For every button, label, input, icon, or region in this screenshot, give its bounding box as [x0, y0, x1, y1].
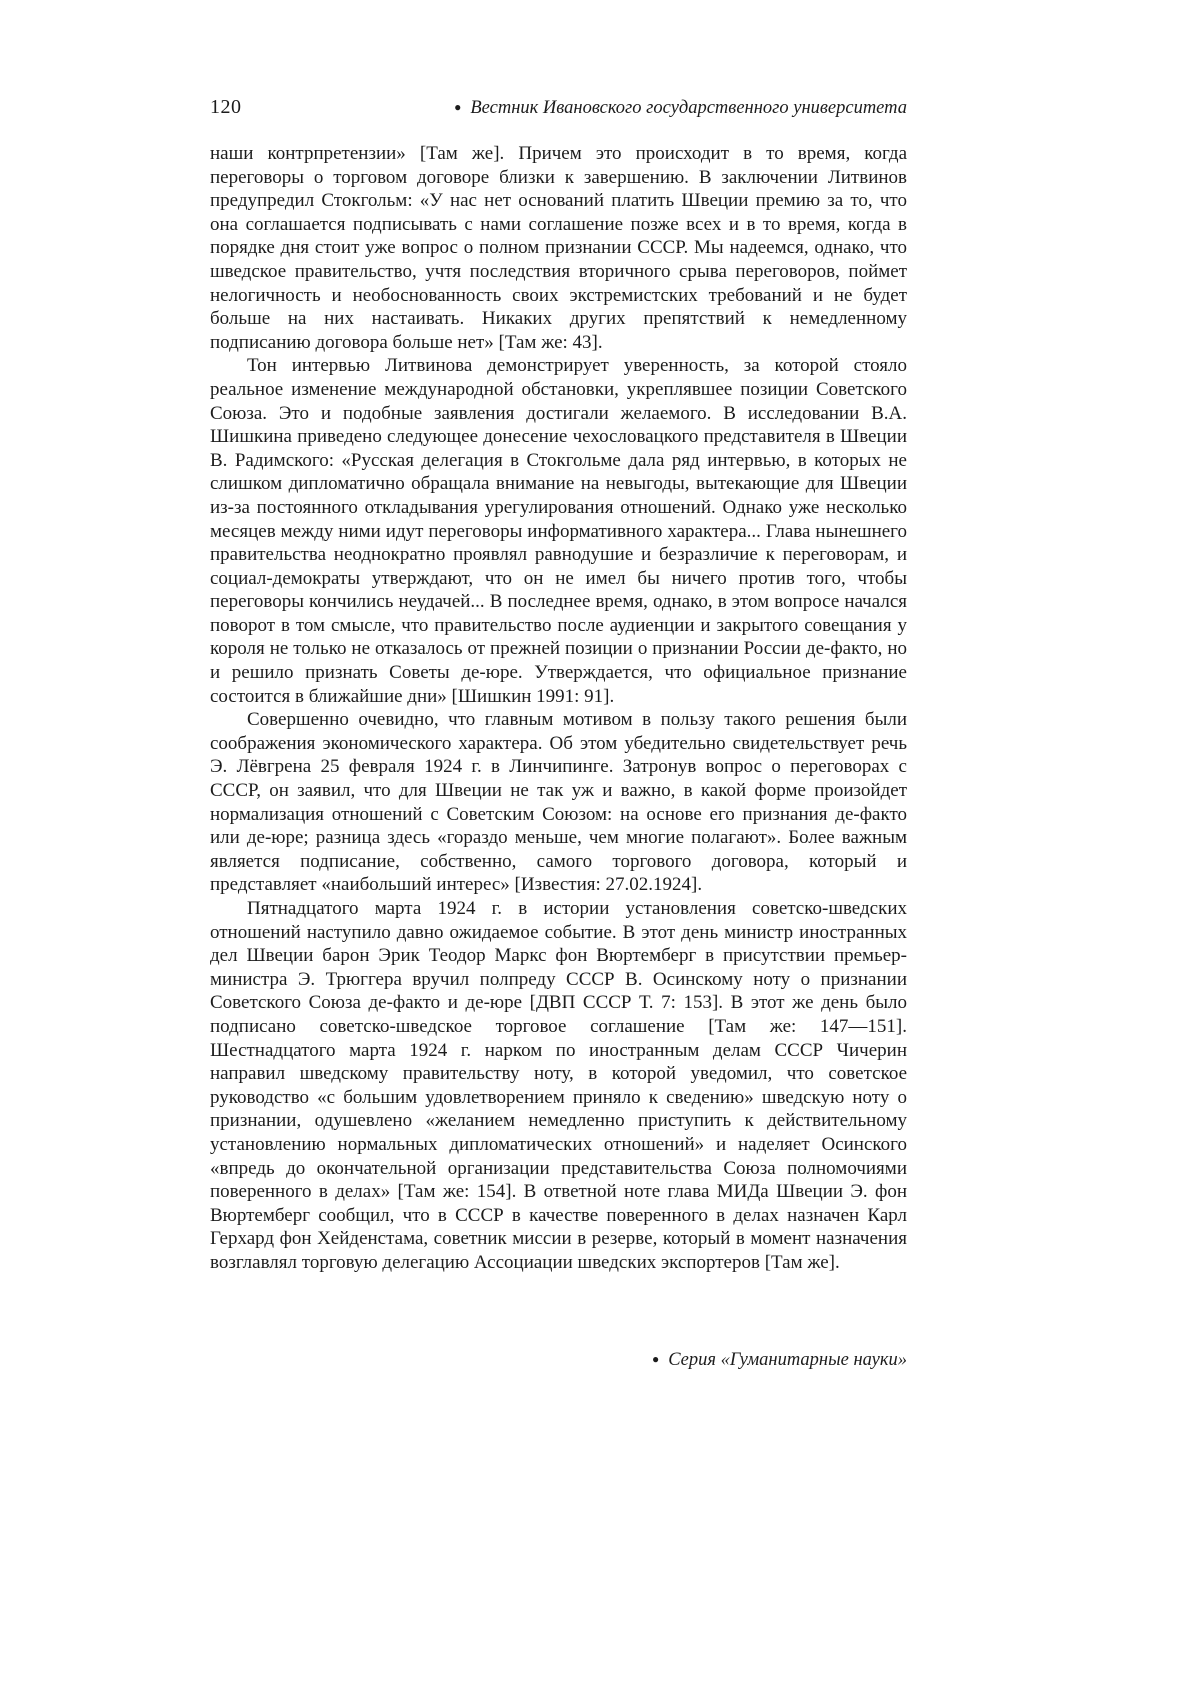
- paragraph: Совершенно очевидно, что главным мотивом в пользу такого решения были соображения экономического характера. Об этом убедительно свидетельствует речь Э. Лёвгрена 25 февраля 1924 г. в Линчипинге. Затронув вопрос о переговорах с СССР, он заявил, что для Швеции не так уж и важно, в какой форме произойдет нормализация отношений с Советским Союзом: на основе его признания де-факто или де-юре; разница здесь «гораздо меньше, чем многие полагают». Более важным является подписание, собственно, самого торгового договора, который и представляет «наибольший интерес» [Известия: 27.02.1924].: [210, 709, 907, 896]
- page-number: 120: [210, 96, 242, 118]
- page-header: [210, 96, 907, 119]
- article-body: [210, 142, 907, 1275]
- series-title: Серия «Гуманитарные науки»: [668, 1350, 907, 1370]
- paragraph: Пятнадцатого марта 1924 г. в истории установления советско-шведских отношений наступило давно ожидаемое событие. В этот день министр иностранных дел Швеции барон Эрик Теодор Маркс фон Вюртемберг в присутствии премьер-министра Э. Трюггера вручил полпреду СССР В. Осинскому ноту о признании Советского Союза де-факто и де-юре [ДВП СССР Т. 7: 153]. В этот же день было подписано советско-шведское торговое соглашение [Там же: 147—151]. Шестнадцатого марта 1924 г. нарком по иностранным делам СССР Чичерин направил шведскому правительству ноту, в которой уведомил, что советское руководство «с большим удовлетворением приняло к сведению» шведскую ноту о признании, одушевлено «желанием немедленно приступить к действительному установлению нормальных дипломатических отношений» и наделяет Осинского «впредь до окончательной организации представительства Союза полномочиями поверенного в делах» [Там же: 154]. В ответной ноте глава МИДа Швеции Э. фон Вюртемберг сообщил, что в СССР в качестве поверенного в делах назначен Карл Герхард фон Хейденстама, советник миссии в резерве, который в момент назначения возглавлял торговую делегацию Ассоциации шведских экспортеров [Там же].: [210, 898, 907, 1273]
- bullet-icon: ●: [651, 1352, 660, 1366]
- journal-title: Вестник Ивановского государственного университета: [470, 98, 907, 118]
- running-title: [454, 98, 907, 119]
- page-footer: [210, 1350, 907, 1371]
- paragraph-continuation: наши контрпретензии» [Там же]. Причем это происходит в то время, когда переговоры о торговом договоре близки к завершению. В заключении Литвинов предупредил Стокгольм: «У нас нет оснований платить Швеции премию за то, что она соглашается подписывать с нами соглашение позже всех и в то время, когда в порядке дня стоит уже вопрос о полном признании СССР. Мы надеемся, однако, что шведское правительство, учтя последствия вторичного срыва переговоров, поймет нелогичность и необоснованность своих экстремистских требований и не будет больше на них настаивать. Никаких других препятствий к немедленному подписанию договора больше нет» [Там же: 43].: [210, 143, 907, 353]
- paragraph: Тон интервью Литвинова демонстрирует уверенность, за которой стояло реальное изменение международной обстановки, укреплявшее позиции Советского Союза. Это и подобные заявления достигали желаемого. В исследовании В.А. Шишкина приведено следующее донесение чехословацкого представителя в Швеции В. Радимского: «Русская делегация в Стокгольме дала ряд интервью, в которых не слишком дипломатично обращала внимание на невыгоды, вытекающие для Швеции из-за постоянного откладывания урегулирования отношений. Однако уже несколько месяцев между ними идут переговоры информативного характера... Глава нынешнего правительства неоднократно проявлял равнодушие и безразличие к переговорам, и социал-демократы утверждают, что он не имел бы ничего против того, чтобы переговоры кончились неудачей... В последнее время, однако, в этом вопросе начался поворот в том смысле, что правительство после аудиенции и закрытого совещания у короля не только не отказалось от прежней позиции о признании России де-факто, но и решило признать Советы де-юре. Утверждается, что официальное признание состоится в ближайшие дни» [Шишкин 1991: 91].: [210, 355, 907, 707]
- bullet-icon: ●: [454, 100, 462, 114]
